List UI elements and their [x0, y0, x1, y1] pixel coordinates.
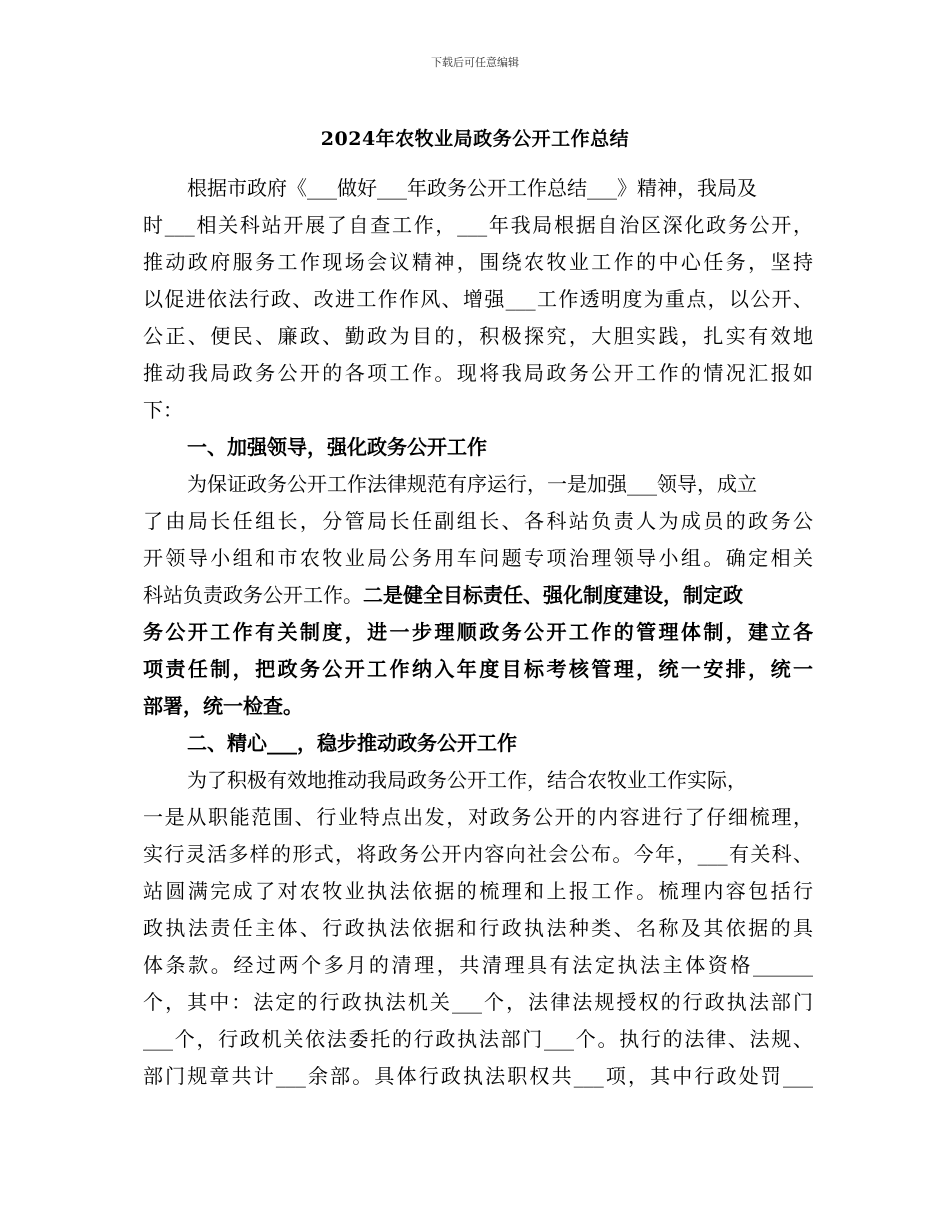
document-title: 2024年农牧业局政务公开工作总结 — [320, 128, 630, 150]
paragraph-line: 实行灵活多样的形式，将政务公开内容向社会公布。今年，___有关科、 — [143, 842, 813, 866]
paragraph-line: ___个，行政机关依法委托的行政执法部门___个。执行的法律、法规、 — [143, 1027, 813, 1051]
paragraph-line-bold: 项责任制，把政务公开工作纳入年度目标考核管理，统一安排，统一 — [143, 657, 813, 681]
paragraph-line: 个，其中：法定的行政执法机关___个，法律法规授权的行政执法部门 — [143, 990, 813, 1014]
paragraph-line: 推动政府服务工作现场会议精神，围绕农牧业工作的中心任务，坚持 — [143, 250, 813, 274]
paragraph-line: 体条款。经过两个多月的清理，共清理具有法定执法主体资格______ — [143, 953, 813, 977]
paragraph-line: 为了积极有效地推动我局政务公开工作，结合农牧业工作实际， — [187, 768, 747, 792]
paragraph-line: 政执法责任主体、行政执法依据和行政执法种类、名称及其依据的具 — [143, 916, 813, 940]
paragraph-line: 推动我局政务公开的各项工作。现将我局政务公开工作的情况汇报如 — [143, 361, 813, 385]
document-body — [143, 170, 813, 1095]
paragraph-line-bold: 务公开工作有关制度，进一步理顺政务公开工作的管理体制，建立各 — [143, 620, 813, 644]
plain-text: 科站负责政务公开工作。 — [143, 583, 363, 607]
page-header-note: 下载后可任意编辑 — [431, 56, 519, 69]
paragraph-line — [143, 577, 813, 614]
section-heading: 一、加强领导，强化政务公开工作 — [187, 435, 487, 459]
paragraph-line: 时___相关科站开展了自查工作，___年我局根据自治区深化政务公开， — [143, 213, 813, 237]
paragraph-line: 了由局长任组长，分管局长任副组长、各科站负责人为成员的政务公 — [143, 509, 813, 533]
paragraph-line: 公正、便民、廉政、勤政为目的，积极探究，大胆实践，扎实有效地 — [143, 324, 813, 348]
paragraph-line: 一是从职能范围、行业特点出发，对政务公开的内容进行了仔细梳理， — [143, 805, 813, 829]
paragraph-line: 以促进依法行政、改进工作作风、增强___工作透明度为重点，以公开、 — [143, 287, 813, 311]
paragraph-line: 为保证政务公开工作法律规范有序运行，一是加强___领导，成立 — [187, 472, 757, 496]
paragraph-line-bold: 部署，统一检查。 — [143, 694, 303, 718]
paragraph-line: 开领导小组和市农牧业局公务用车问题专项治理领导小组。确定相关 — [143, 546, 813, 570]
paragraph-line: 部门规章共计___余部。具体行政执法职权共___项，其中行政处罚___ — [143, 1064, 813, 1088]
paragraph-line: 根据市政府《___做好___年政务公开工作总结___》精神，我局及 — [187, 176, 757, 200]
section-heading: 二、精心___，稳步推动政务公开工作 — [187, 731, 517, 755]
paragraph-line: 站圆满完成了对农牧业执法依据的梳理和上报工作。梳理内容包括行 — [143, 879, 813, 903]
bold-text: 二是健全目标责任、强化制度建设，制定政 — [363, 583, 743, 607]
paragraph-line: 下： — [143, 398, 183, 422]
